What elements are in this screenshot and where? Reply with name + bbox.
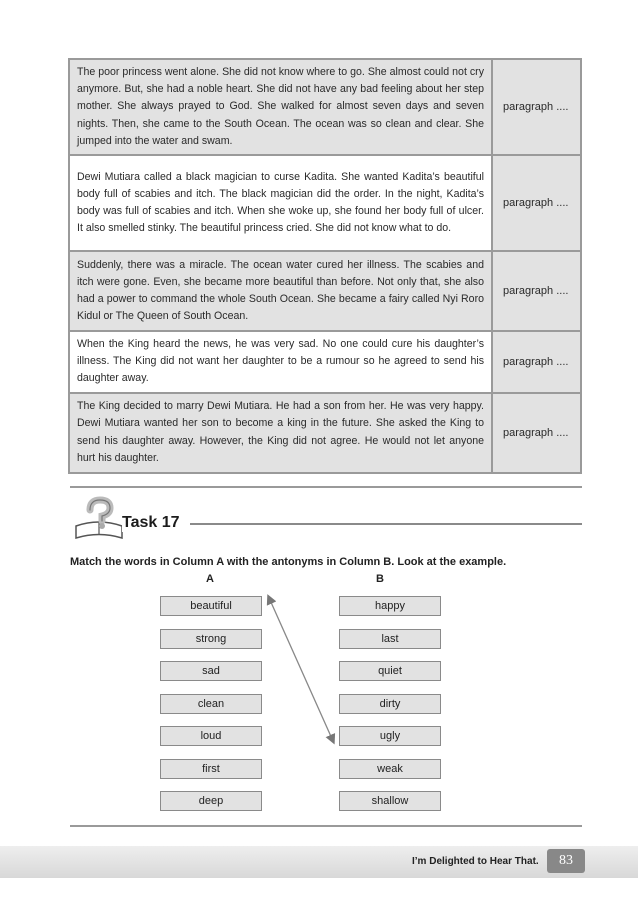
column-b-word[interactable]: last (339, 629, 441, 649)
section-divider (70, 825, 582, 827)
column-b-word[interactable]: weak (339, 759, 441, 779)
paragraph-table (68, 58, 582, 474)
question-book-icon (72, 496, 126, 542)
column-a-word[interactable]: beautiful (160, 596, 262, 616)
task-title: Task 17 (122, 514, 188, 532)
column-a-heading: A (206, 573, 214, 585)
story-paragraph: When the King heard the news, he was very sad. No one could cure his daughter’s illness. The King did not want her daughter to be a rumour so he agreed to send his daughter away. (69, 331, 492, 393)
chapter-title: I’m Delighted to Hear That. (412, 856, 539, 867)
story-paragraph: The King decided to marry Dewi Mutiara. He had a son from her. He was very happy. Dewi Mutiara wanted her son to become a king in the future. She asked the King to send his daughter away. However, the King did not agree. He would not let anyone hurt his daughter. (69, 393, 492, 473)
task-header-line (190, 523, 582, 525)
story-paragraph: Dewi Mutiara called a black magician to curse Kadita. She wanted Kadita’s beautiful body full of scabies and itch. The black magician did the order. In the night, Kadita’s body was full of scabies and itch. When she woke up, she found her body full of ulcer. It also smelled stinky. The beautiful princess cried. She did not know what to do. (69, 155, 492, 251)
table-row (69, 251, 581, 331)
paragraph-number-blank: paragraph .... (492, 331, 581, 393)
table-row (69, 393, 581, 473)
column-a-word[interactable]: strong (160, 629, 262, 649)
footer-band (0, 846, 638, 878)
column-b-word[interactable]: shallow (339, 791, 441, 811)
table-row (69, 155, 581, 251)
paragraph-number-blank: paragraph .... (492, 393, 581, 473)
column-a-word[interactable]: loud (160, 726, 262, 746)
section-divider (70, 486, 582, 488)
paragraph-number-blank: paragraph .... (492, 155, 581, 251)
story-paragraph: Suddenly, there was a miracle. The ocean water cured her illness. The scabies and itch were gone. Even, she became more beautiful than before. Not only that, she also had a power to command the whole South Ocean. She became a fairy called Nyi Roro Kidul or The Queen of South Ocean. (69, 251, 492, 331)
table-row (69, 59, 581, 155)
column-a-word[interactable]: clean (160, 694, 262, 714)
column-a-word[interactable]: sad (160, 661, 262, 681)
column-a-word[interactable]: first (160, 759, 262, 779)
page-number: 83 (547, 849, 585, 873)
column-b-word[interactable]: dirty (339, 694, 441, 714)
paragraph-number-blank: paragraph .... (492, 251, 581, 331)
task-instruction: Match the words in Column A with the antonyms in Column B. Look at the example. (70, 556, 507, 568)
paragraph-number-blank: paragraph .... (492, 59, 581, 155)
column-b-word[interactable]: ugly (339, 726, 441, 746)
column-b-word[interactable]: quiet (339, 661, 441, 681)
column-b-word[interactable]: happy (339, 596, 441, 616)
column-b-heading: B (376, 573, 384, 585)
table-row (69, 331, 581, 393)
column-a-word[interactable]: deep (160, 791, 262, 811)
story-paragraph: The poor princess went alone. She did not know where to go. She almost could not cry anymore. But, she had a noble heart. She did not have any bad feeling about her step mother. She always prayed to God. She walked for almost seven days and seven nights. Then, she came to the South Ocean. The ocean was so clean and clear. She jumped into the water and swam. (69, 59, 492, 155)
